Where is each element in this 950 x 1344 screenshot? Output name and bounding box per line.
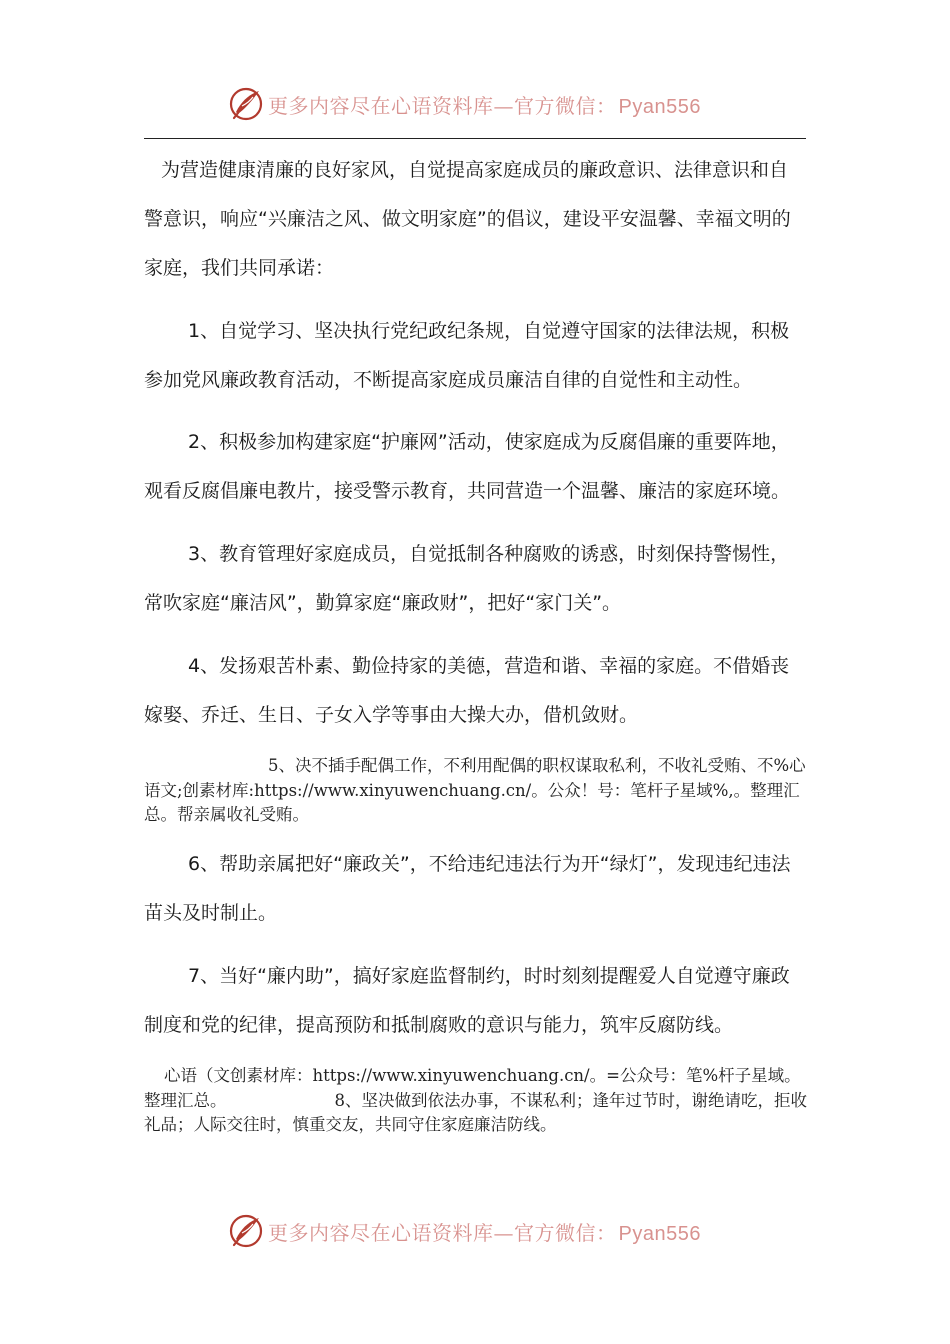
banner-wechat-id: Pyan556 — [618, 95, 701, 118]
commitment-item-6: 6、帮助亲属把好“廉政关”，不给违纪违法行为开“绿灯”，发现违纪违法苗头及时制止。 — [144, 853, 791, 924]
quill-logo-icon — [228, 86, 264, 122]
commitment-item-5: 5、决不插手配偶工作，不利用配偶的职权谋取私利，不收礼受贿、不%心语文;创素材库:https://www.xinyuwenchuang.cn/。公众！号：笔杆子星域%,。整理汇总。帮亲属收礼受贿。 — [144, 756, 806, 824]
commitment-item-7: 7、当好“廉内助”，搞好家庭监督制约，时时刻刻提醒爱人自觉遵守廉政制度和党的纪律，提高预防和抵制腐败的意识与能力，筑牢反腐防线。 — [144, 965, 790, 1036]
banner-text — [268, 90, 701, 119]
commitment-item-8: 8、坚决做到依法办事，不谋私利；逢年过节时，谢绝请吃，拒收礼品；人际交往时，慎重交友，共同守住家庭廉洁防线。 — [144, 1090, 807, 1134]
banner-text — [268, 1217, 701, 1246]
commitment-item-8-block — [144, 1064, 808, 1138]
watermark-text: 心语（文创素材库：https://www.xinyuwenchuang.cn/。=公众号：笔%杆子星域。整理汇总。 — [144, 1066, 801, 1110]
commitment-item-4: 4、发扬艰苦朴素、勤俭持家的美德，营造和谐、幸福的家庭。不借婚丧嫁娶、乔迁、生日、子女入学等事由大操大办，借机敛财。 — [144, 655, 790, 726]
banner-chinese-text: 更多内容尽在心语资料库—官方微信： — [268, 93, 617, 118]
commitment-item-2: 2、积极参加构建家庭“护廉网”活动，使家庭成为反腐倡廉的重要阵地，观看反腐倡廉电教片，接受警示教育，共同营造一个温馨、廉洁的家庭环境。 — [144, 431, 791, 502]
intro-paragraph: 为营造健康清廉的良好家风，自觉提高家庭成员的廉政意识、法律意识和自警意识，响应“兴廉洁之风、做文明家庭”的倡议，建设平安温馨、幸福文明的家庭，我们共同承诺： — [144, 159, 791, 279]
commitment-item-1: 1、自觉学习、坚决执行党纪政纪条规，自觉遵守国家的法律法规，积极参加党风廉政教育活动，不断提高家庭成员廉洁自律的自觉性和主动性。 — [144, 320, 790, 391]
banner-wechat-id: Pyan556 — [618, 1222, 701, 1245]
commitment-item-3: 3、教育管理好家庭成员，自觉抵制各种腐败的诱惑，时刻保持警惕性，常吹家庭“廉洁风”，勤算家庭“廉政财”，把好“家门关”。 — [144, 543, 790, 614]
header-divider — [144, 138, 806, 139]
footer-banner — [0, 1209, 950, 1253]
header-banner — [0, 82, 950, 126]
quill-logo-icon — [228, 1213, 264, 1249]
banner-chinese-text: 更多内容尽在心语资料库—官方微信： — [268, 1220, 617, 1245]
